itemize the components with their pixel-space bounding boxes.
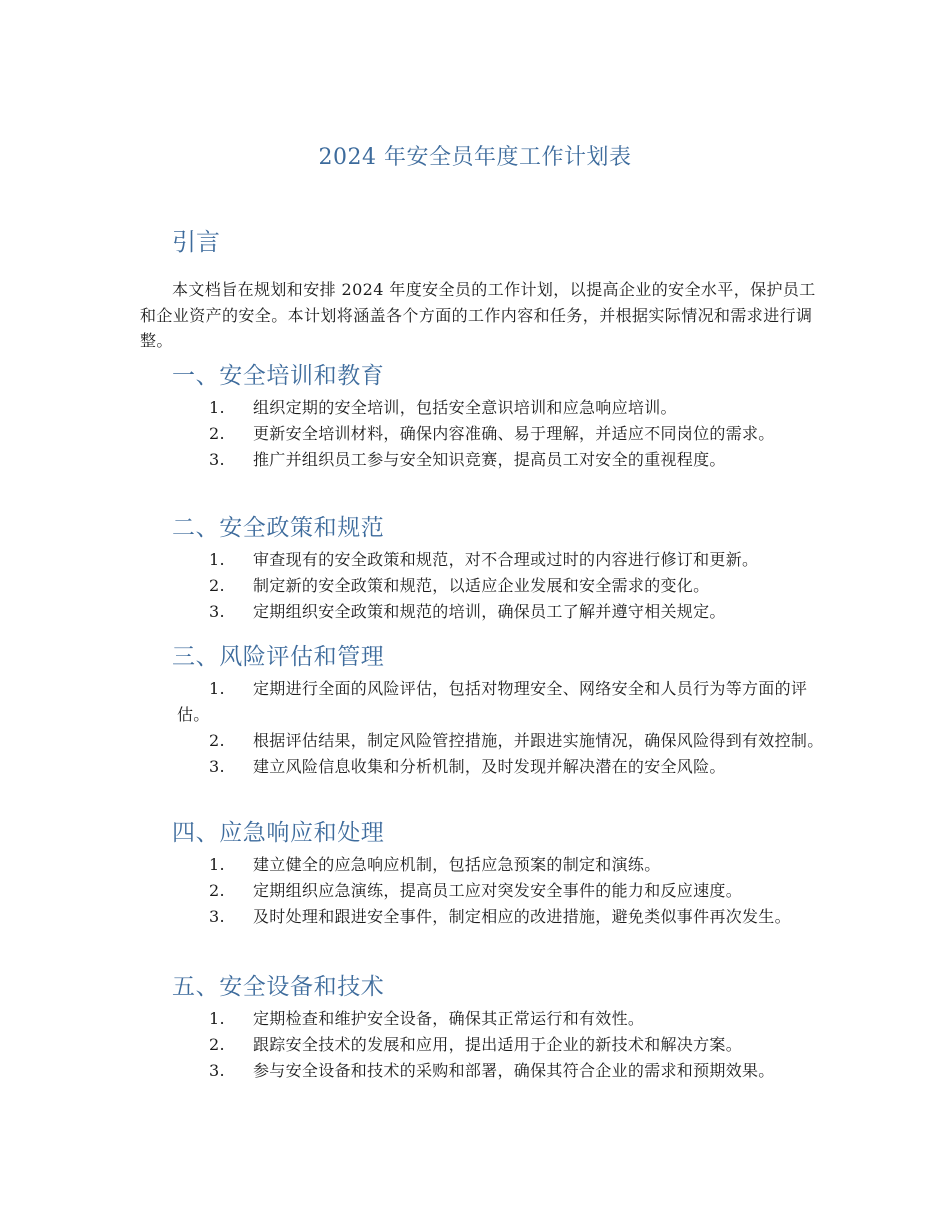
list-item: [140, 852, 830, 878]
item-text: 定期组织安全政策和规范的培训，确保员工了解并遵守相关规定。: [253, 602, 726, 621]
section-heading: 二、安全政策和规范: [172, 515, 385, 541]
list-item: [140, 1006, 830, 1032]
item-number: 2.: [209, 576, 225, 595]
item-text: 制定新的安全政策和规范，以适应企业发展和安全需求的变化。: [253, 576, 710, 595]
item-text: 建立风险信息收集和分析机制，及时发现并解决潜在的安全风险。: [253, 757, 726, 776]
section-heading: 一、安全培训和教育: [172, 363, 385, 389]
item-number: 3.: [209, 1061, 225, 1080]
item-text: 定期检查和维护安全设备，确保其正常运行和有效性。: [253, 1009, 645, 1028]
list-item: [140, 1032, 830, 1058]
item-number: 2.: [209, 424, 225, 443]
item-number: 1.: [209, 550, 225, 569]
list-item: [140, 1058, 830, 1084]
item-number: 2.: [209, 731, 225, 750]
section-policy: [140, 512, 830, 625]
list-item: [140, 878, 830, 904]
item-text: 更新安全培训材料，确保内容准确、易于理解，并适应不同岗位的需求。: [253, 424, 775, 443]
list-item: [140, 573, 830, 599]
section-heading: 四、应急响应和处理: [172, 820, 385, 846]
section-heading: 三、风险评估和管理: [172, 644, 385, 670]
section-risk: [140, 641, 830, 780]
item-number: 3.: [209, 907, 225, 926]
list-item: [140, 395, 830, 421]
item-text: 推广并组织员工参与安全知识竞赛，提高员工对安全的重视程度。: [253, 450, 726, 469]
item-text: 及时处理和跟进安全事件，制定相应的改进措施，避免类似事件再次发生。: [253, 907, 791, 926]
item-list: [140, 676, 830, 780]
item-number: 1.: [209, 398, 225, 417]
item-list: [140, 395, 830, 473]
list-item: [140, 676, 830, 728]
list-item: [140, 421, 830, 447]
item-list: [140, 1006, 830, 1084]
item-number: 1.: [209, 855, 225, 874]
item-text: 建立健全的应急响应机制，包括应急预案的制定和演练。: [253, 855, 661, 874]
list-item: [140, 754, 830, 780]
item-number: 2.: [209, 1035, 225, 1054]
item-text: 定期组织应急演练，提高员工应对突发安全事件的能力和反应速度。: [253, 881, 743, 900]
item-text: 审查现有的安全政策和规范，对不合理或过时的内容进行修订和更新。: [253, 550, 759, 569]
item-number: 2.: [209, 881, 225, 900]
list-item: [140, 599, 830, 625]
item-text: 组织定期的安全培训，包括安全意识培训和应急响应培训。: [253, 398, 677, 417]
intro-paragraph: 本文档旨在规划和安排 2024 年度安全员的工作计划，以提高企业的安全水平，保护员工和企业资产的安全。本计划将涵盖各个方面的工作内容和任务，并根据实际情况和需求进行调整。: [140, 280, 816, 350]
item-text: 定期进行全面的风险评估，包括对物理安全、网络安全和人员行为等方面的评估。: [177, 679, 808, 724]
item-text: 根据评估结果，制定风险管控措施，并跟进实施情况，确保风险得到有效控制。: [253, 731, 824, 750]
item-number: 1.: [209, 1009, 225, 1028]
item-number: 1.: [209, 679, 225, 698]
item-list: [140, 852, 830, 930]
section-emergency: [140, 817, 830, 930]
item-number: 3.: [209, 450, 225, 469]
item-text: 参与安全设备和技术的采购和部署，确保其符合企业的需求和预期效果。: [253, 1061, 775, 1080]
section-heading: 五、安全设备和技术: [172, 974, 385, 1000]
list-item: [140, 447, 830, 473]
list-item: [140, 547, 830, 573]
item-text: 跟踪安全技术的发展和应用，提出适用于企业的新技术和解决方案。: [253, 1035, 743, 1054]
list-item: [140, 728, 830, 754]
item-number: 3.: [209, 602, 225, 621]
item-list: [140, 547, 830, 625]
item-number: 3.: [209, 757, 225, 776]
intro-heading: 引言: [172, 228, 220, 256]
section-equipment: [140, 971, 830, 1084]
list-item: [140, 904, 830, 930]
document-title: 2024 年安全员年度工作计划表: [318, 145, 632, 170]
section-training: [140, 360, 830, 473]
